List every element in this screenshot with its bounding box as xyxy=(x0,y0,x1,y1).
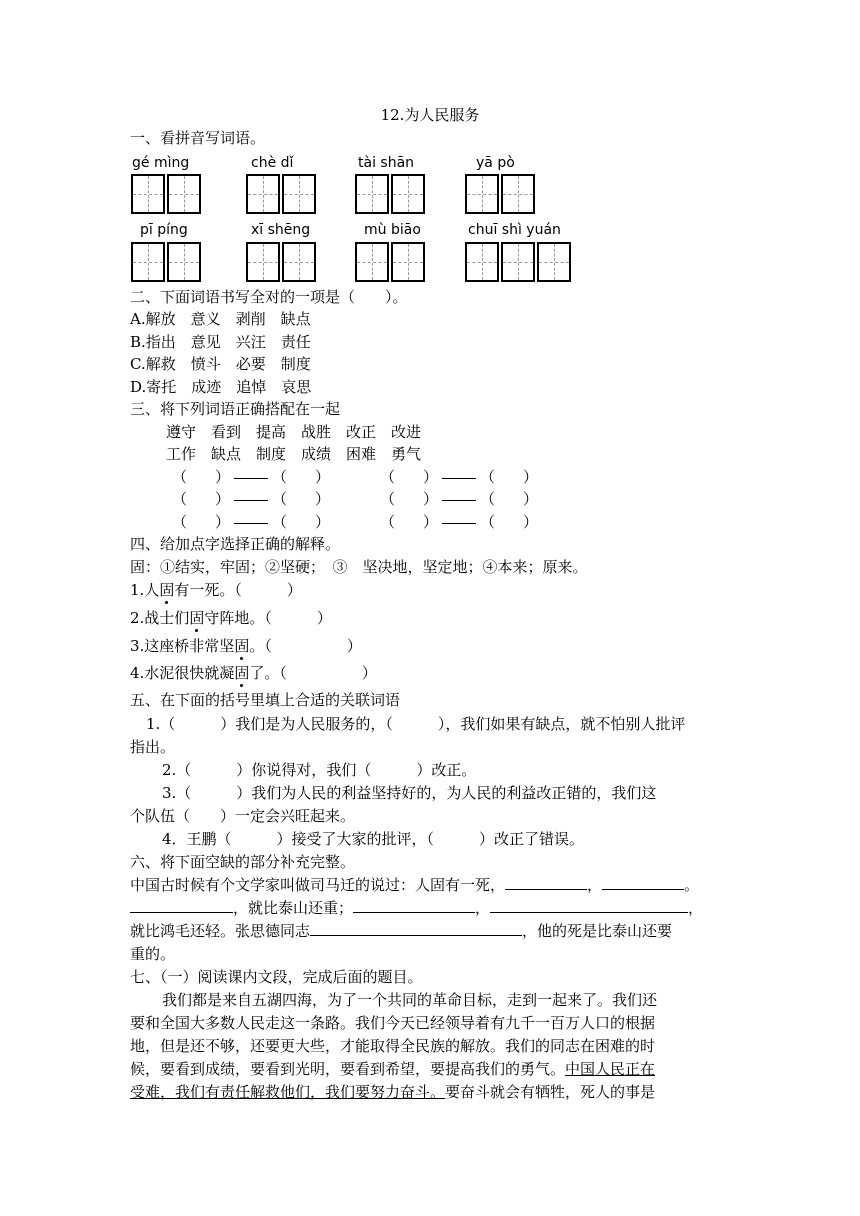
option-b: B.指出 意见 兴汪 责任 xyxy=(130,333,311,351)
char-box[interactable] xyxy=(391,242,425,282)
conj-line-4: 4．王鹏（ ）接受了大家的批评，（ ）改正了错误。 xyxy=(162,830,585,848)
passage-line-2: 要和全国大多数人民走这一条路。我们今天已经领导着有九千一百万人口的根据 xyxy=(130,1014,656,1032)
match-row: （ ） （ ） xyxy=(172,513,331,531)
section-4-heading: 四、给加点字选择正确的解释。 xyxy=(130,535,341,553)
pinyin-4: yā pò xyxy=(476,155,515,171)
conj-line-3: 3.（ ）我们为人民的利益坚持好的，为人民的利益改正错的，我们这 xyxy=(162,784,657,802)
char-box[interactable] xyxy=(167,174,201,214)
passage-line-4: 候，要看到成绩，要看到光明，要看到希望，要提高我们的勇气。中国人民正在 xyxy=(130,1060,656,1078)
pinyin-7: mù biāo xyxy=(364,222,421,238)
char-box[interactable] xyxy=(465,242,499,282)
section-6-heading: 六、将下面空缺的部分补充完整。 xyxy=(130,853,356,871)
conj-line-3b: 个队伍（ ）一定会兴旺起来。 xyxy=(130,807,356,825)
char-box[interactable] xyxy=(391,174,425,214)
char-box[interactable] xyxy=(501,174,535,214)
section-3-heading: 三、将下列词语正确搭配在一起 xyxy=(130,400,341,418)
fill-line-1: 中国古时候有个文学家叫做司马迁的说过：人固有一死， ， 。 xyxy=(130,876,700,894)
question-4: 4.水泥很快就凝固了。（ ） xyxy=(130,664,377,682)
match-row: （ ） （ ） xyxy=(172,490,331,508)
passage-line-5: 受难，我们有责任解救他们，我们要努力奋斗。要奋斗就会有牺牲，死人的事是 xyxy=(130,1083,656,1101)
fill-line-3: 就比鸿毛还轻。张思德同志 ，他的死是比泰山还要 xyxy=(130,922,673,940)
section-7-heading: 七、（一）阅读课内文段，完成后面的题目。 xyxy=(130,968,423,986)
pinyin-1: gé mìng xyxy=(132,155,190,171)
passage-line-1: 我们都是来自五湖四海，为了一个共同的革命目标，走到一起来了。我们还 xyxy=(162,991,658,1009)
match-row: （ ） （ ） xyxy=(380,513,539,531)
question-1: 1.人固有一死。（ ） xyxy=(130,581,302,599)
option-d: D.寄托 成迹 追悼 哀思 xyxy=(130,378,312,396)
fill-line-4: 重的。 xyxy=(130,945,176,963)
char-box[interactable] xyxy=(537,242,571,282)
char-box[interactable] xyxy=(465,174,499,214)
passage-line-3: 地，但是还不够，还要更大些，才能取得全民族的解放。我们的同志在困难的时 xyxy=(130,1037,656,1055)
section-1-heading: 一、看拼音写词语。 xyxy=(130,129,266,147)
option-a: A.解放 意义 剥削 缺点 xyxy=(130,310,311,328)
char-box[interactable] xyxy=(355,174,389,214)
question-2: 2.战士们固守阵地。（ ） xyxy=(130,609,332,627)
conj-line-2: 2.（ ）你说得对，我们（ ）改正。 xyxy=(162,761,477,779)
pinyin-8: chuī shì yuán xyxy=(468,222,561,238)
definition-line: 固：①结实，牢固；②坚硬； ③ 坚决地，坚定地；④本来；原来。 xyxy=(130,558,588,576)
words-row-1: 遵守 看到 提高 战胜 改正 改进 xyxy=(166,423,422,441)
match-row: （ ） （ ） xyxy=(172,468,331,486)
char-box[interactable] xyxy=(131,242,165,282)
char-box[interactable] xyxy=(355,242,389,282)
match-row: （ ） （ ） xyxy=(380,468,539,486)
pinyin-5: pī píng xyxy=(140,222,188,238)
match-row: （ ） （ ） xyxy=(380,490,539,508)
char-box[interactable] xyxy=(282,174,316,214)
char-box[interactable] xyxy=(501,242,535,282)
option-c: C.解救 愤斗 必要 制度 xyxy=(130,355,311,373)
words-row-2: 工作 缺点 制度 成绩 困难 勇气 xyxy=(166,445,422,463)
pinyin-2: chè dǐ xyxy=(251,155,294,171)
pinyin-3: tài shān xyxy=(358,155,415,171)
pinyin-6: xī shēng xyxy=(251,222,311,238)
question-3: 3.这座桥非常坚固。（ ） xyxy=(130,637,362,655)
conj-line-1: 1.（ ）我们是为人民服务的，（ ），我们如果有缺点，就不怕别人批评 xyxy=(146,715,686,733)
char-box[interactable] xyxy=(246,174,280,214)
section-2-heading: 二、下面词语书写全对的一项是（ ）。 xyxy=(130,288,408,306)
fill-line-2: ，就比泰山还重； ， ， xyxy=(130,898,703,918)
char-box[interactable] xyxy=(131,174,165,214)
page-title: 12.为人民服务 xyxy=(380,106,480,124)
conj-line-1b: 指出。 xyxy=(130,738,176,756)
char-box[interactable] xyxy=(246,242,280,282)
section-5-heading: 五、在下面的括号里填上合适的关联词语 xyxy=(130,691,401,709)
char-box[interactable] xyxy=(282,242,316,282)
char-box[interactable] xyxy=(167,242,201,282)
